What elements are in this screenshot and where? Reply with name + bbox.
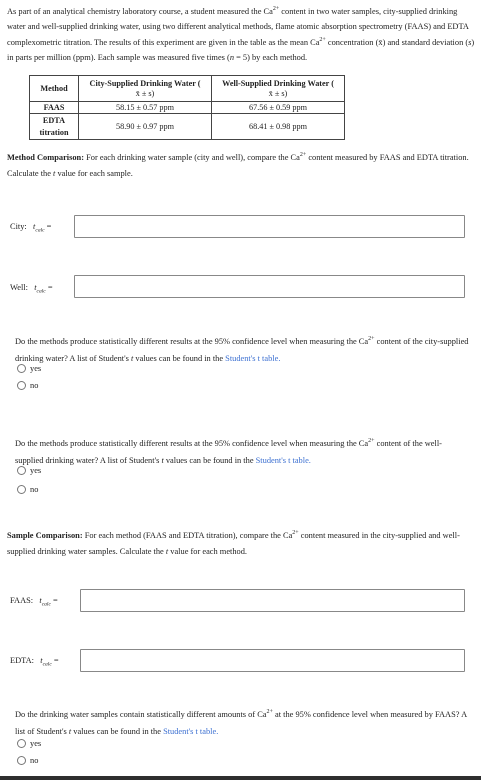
radio-button[interactable] (17, 756, 26, 765)
question-city-methods: Do the methods produce statistically different results at the 95% confidence level when measuring the $Ca^{2+}$ content of the city-supplied drinking water? A list of Student's t values can be found in the Student's t table. (15, 336, 469, 363)
edta-tcalc-label: EDTA: $t_{calc}$ = (10, 656, 59, 668)
well-column-header: Well-Supplied Drinking Water ( x̄ ± s) (212, 76, 345, 102)
sample-comparison-instructions: Sample Comparison: For each method (FAAS and EDTA titration), compare the $Ca^{2+}$ content measured in the city-supplied and well-supplied drinking water samples. Calculate the t value for each method. (7, 530, 460, 556)
edta-tcalc-input[interactable] (80, 649, 465, 672)
method-column-header: Method (30, 76, 79, 102)
city-column-header: City-Supplied Drinking Water ( x̄ ± s) (79, 76, 212, 102)
table-row (30, 102, 345, 114)
q3-yes-option[interactable]: yes (17, 739, 41, 748)
student-t-table-link[interactable]: Student's t table. (225, 354, 281, 363)
results-table (29, 75, 345, 140)
q2-yes-option[interactable]: yes (17, 466, 41, 475)
question-faas-samples: Do the drinking water samples contain statistically different amounts of $Ca^{2+}$ at the 95% confidence level when measured by FAAS? A list of Student's t values can be found in the Student's t table. (15, 709, 467, 736)
intro-paragraph: As part of an analytical chemistry laboratory course, a student measured the $Ca^{2+}$ content in two water samples, city-supplied drinking water and well-supplied drinking water, using two different analytical methods, flame atomic absorption spectrometry (FAAS) and EDTA complexometric titration. The results of this experiment are given in the table as the mean $Ca^{2+}$ concentration (x̄) and standard deviation (s) in parts per million (ppm). Each sample was measured five times (n = 5) by each method. (7, 6, 475, 62)
q1-no-option[interactable]: no (17, 381, 38, 390)
q1-yes-option[interactable]: yes (17, 364, 41, 373)
method-cell: EDTA titration (30, 114, 79, 140)
question-well-methods: Do the methods produce statistically different results at the 95% confidence level when measuring the $Ca^{2+}$ content of the well-supplied drinking water? A list of Student's t values can be found in the Student's t table. (15, 438, 442, 465)
faas-tcalc-label: FAAS: $t_{calc}$ = (10, 596, 58, 608)
radio-button[interactable] (17, 364, 26, 373)
well-tcalc-input[interactable] (74, 275, 465, 298)
student-t-table-link[interactable]: Student's t table. (255, 456, 311, 465)
radio-button[interactable] (17, 381, 26, 390)
well-tcalc-label: Well: $t_{calc}$ = (10, 283, 53, 295)
city-tcalc-label: City: $t_{calc}$ = (10, 222, 52, 234)
student-t-table-link[interactable]: Student's t table. (163, 727, 219, 736)
q3-no-option[interactable]: no (17, 756, 38, 765)
radio-button[interactable] (17, 739, 26, 748)
faas-tcalc-input[interactable] (80, 589, 465, 612)
radio-button[interactable] (17, 485, 26, 494)
city-tcalc-input[interactable] (74, 215, 465, 238)
well-value-cell: 68.41 ± 0.98 ppm (212, 114, 345, 140)
well-value-cell: 67.56 ± 0.59 ppm (212, 102, 345, 114)
city-value-cell: 58.90 ± 0.97 ppm (79, 114, 212, 140)
city-value-cell: 58.15 ± 0.57 ppm (79, 102, 212, 114)
window-bottom-bar (0, 776, 481, 780)
table-row (30, 114, 345, 140)
q2-no-option[interactable]: no (17, 485, 38, 494)
method-comparison-instructions: Method Comparison: For each drinking water sample (city and well), compare the $Ca^{2+}$ content measured by FAAS and EDTA titration. Calculate the t value for each sample. (7, 152, 469, 178)
method-cell: FAAS (30, 102, 79, 114)
radio-button[interactable] (17, 466, 26, 475)
